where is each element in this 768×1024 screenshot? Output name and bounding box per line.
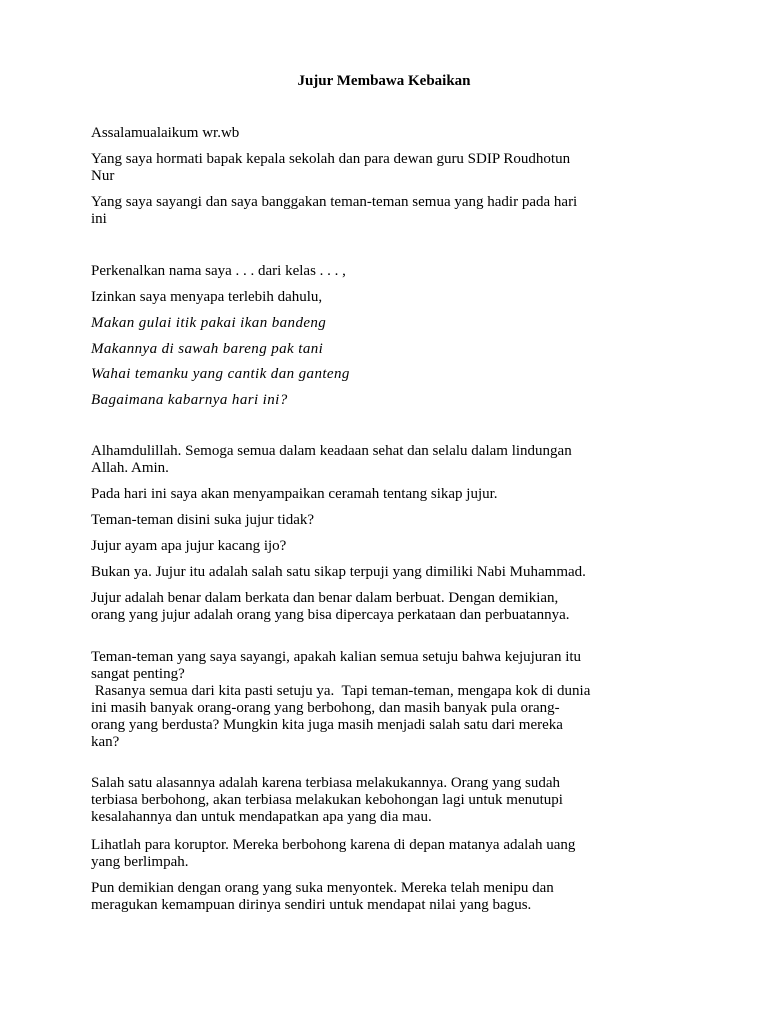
paragraph-line: sangat penting? (91, 666, 185, 682)
poem-line: Makan gulai itik pakai ikan bandeng (91, 315, 327, 331)
respect-line: ini (91, 211, 107, 227)
page-title: Jujur Membawa Kebaikan (297, 73, 471, 89)
paragraph-line: Alhamdulillah. Semoga semua dalam keadaan sehat dan selalu dalam lindungan (91, 443, 572, 459)
paragraph-line: terbiasa berbohong, akan terbiasa melakukan kebohongan lagi untuk menutupi (91, 792, 563, 808)
paragraph-line: kesalahannya dan untuk mendapatkan apa yang dia mau. (91, 809, 432, 825)
paragraph-line: Lihatlah para koruptor. Mereka berbohong karena di depan matanya adalah uang (91, 837, 576, 853)
paragraph-line: ini masih banyak orang-orang yang berbohong, dan masih banyak pula orang- (91, 700, 560, 716)
paragraph-line: Rasanya semua dari kita pasti setuju ya. Tapi teman-teman, mengapa kok di dunia (91, 683, 591, 699)
paragraph-line: Pada hari ini saya akan menyampaikan ceramah tentang sikap jujur. (91, 486, 498, 502)
greeting-line: Assalamualaikum wr.wb (91, 125, 240, 141)
paragraph-line: Bukan ya. Jujur itu adalah salah satu sikap terpuji yang dimiliki Nabi Muhammad. (91, 564, 586, 580)
paragraph-line: Salah satu alasannya adalah karena terbiasa melakukannya. Orang yang sudah (91, 775, 560, 791)
paragraph-line: orang yang berdusta? Mungkin kita juga masih menjadi salah satu dari mereka (91, 717, 563, 733)
greet-line: Izinkan saya menyapa terlebih dahulu, (91, 289, 323, 305)
paragraph-line: meragukan kemampuan dirinya sendiri untuk mendapat nilai yang bagus. (91, 897, 532, 913)
paragraph-line: Jujur ayam apa jujur kacang ijo? (91, 538, 287, 554)
paragraph-line: Jujur adalah benar dalam berkata dan benar dalam berbuat. Dengan demikian, (91, 590, 559, 606)
paragraph-line: orang yang jujur adalah orang yang bisa dipercaya perkataan dan perbuatannya. (91, 607, 570, 623)
respect-line: Nur (91, 168, 115, 184)
poem-line: Wahai temanku yang cantik dan ganteng (91, 366, 350, 382)
respect-line: Yang saya hormati bapak kepala sekolah dan para dewan guru SDIP Roudhotun (91, 151, 571, 167)
poem-line: Makannya di sawah bareng pak tani (91, 341, 324, 357)
paragraph-line: Pun demikian dengan orang yang suka menyontek. Mereka telah menipu dan (91, 880, 554, 896)
paragraph-line: kan? (91, 734, 120, 750)
paragraph-line: Teman-teman disini suka jujur tidak? (91, 512, 315, 528)
respect-line: Yang saya sayangi dan saya banggakan teman-teman semua yang hadir pada hari (91, 194, 578, 210)
paragraph-line: Allah. Amin. (91, 460, 169, 476)
paragraph-line: yang berlimpah. (91, 854, 189, 870)
poem-line: Bagaimana kabarnya hari ini? (91, 392, 288, 408)
intro-line: Perkenalkan nama saya . . . dari kelas . . . , (91, 263, 346, 279)
paragraph-line: Teman-teman yang saya sayangi, apakah kalian semua setuju bahwa kejujuran itu (91, 649, 582, 665)
